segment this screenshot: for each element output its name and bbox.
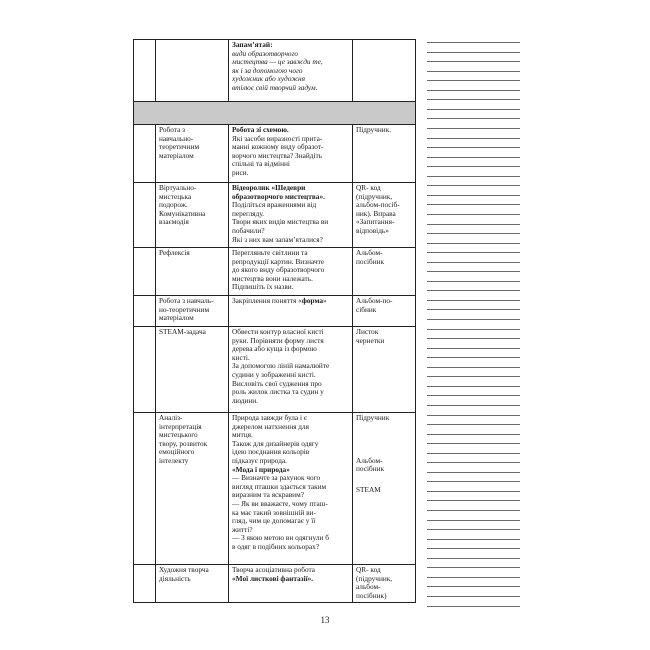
note-line <box>427 109 520 110</box>
note-line <box>427 558 520 559</box>
note-line <box>427 500 520 501</box>
note-line <box>427 395 520 396</box>
note-line <box>427 52 520 53</box>
note-line <box>427 367 520 368</box>
note-line <box>427 529 520 530</box>
stage-cell: STEAM-задача <box>156 327 229 413</box>
reminder-text: види образотворчого мистецтва — це завжди те, як і за допомогою чого художник або художня втілює свій творчий задум. <box>232 48 323 92</box>
note-line <box>427 157 520 158</box>
note-line <box>427 567 520 568</box>
note-line <box>427 224 520 225</box>
table-row <box>134 565 416 603</box>
note-line <box>427 99 520 100</box>
note-line <box>427 606 520 607</box>
content-cell: Робота зі схемою. Які засоби виразності прита- манні кожному виду образот- ворчого мистецтва? Знайдіть спільні та відмінні риси. <box>229 125 353 183</box>
note-line <box>427 300 520 301</box>
table-row <box>134 125 416 183</box>
note-line <box>427 348 520 349</box>
note-line <box>427 309 520 310</box>
stage-cell: Художня творча діяльність <box>156 565 229 603</box>
number-cell <box>134 413 156 565</box>
table-row <box>134 327 416 413</box>
note-line <box>427 128 520 129</box>
resource-cell: Підручник. <box>353 125 416 183</box>
number-cell <box>134 327 156 413</box>
note-line <box>427 214 520 215</box>
resource-cell: Листок чернетки <box>353 327 416 413</box>
note-line <box>427 71 520 72</box>
number-cell <box>134 248 156 296</box>
stage-cell: Рефлексія <box>156 248 229 296</box>
note-line <box>427 338 520 339</box>
content-cell: Відеоролик «Шедеври образотворчого мистецтва». Поділіться враженнями від перегляду. Твори яких видів мистецтва ви побачили? Які з них вам запам’яталися? <box>229 183 353 248</box>
stage-cell <box>156 40 229 102</box>
page-number: 13 <box>320 615 330 625</box>
table-row <box>134 248 416 296</box>
note-line <box>427 204 520 205</box>
note-line <box>427 195 520 196</box>
resource-cell <box>353 40 416 102</box>
note-line <box>427 462 520 463</box>
note-line <box>427 319 520 320</box>
note-line <box>427 596 520 597</box>
reminder-title: Запам’ятай: <box>232 40 273 49</box>
section-row <box>134 102 416 125</box>
note-line <box>427 539 520 540</box>
note-line <box>427 147 520 148</box>
note-line <box>427 243 520 244</box>
stage-cell: Віртуально- мистецька подорож. Комунікативна взаємодія <box>156 183 229 248</box>
note-line <box>427 166 520 167</box>
table-row <box>134 296 416 327</box>
note-line <box>427 262 520 263</box>
note-line <box>427 176 520 177</box>
note-line <box>427 510 520 511</box>
resource-cell: Альбом-по- сібник <box>353 296 416 327</box>
content-cell: Природа завжди була і є джерелом натхнення для митця. Також для дизайнерів одягу ідею поєднання кольорів підказує природа. «Мода і природа» — Визначте за рахунок чого вигляд пташки здається таким виразним та яскравим? — Як ви вважаєте, чому пташ- ка має такий зовнішній ви- гляд, чим це допомагає у її житті? — З якою метою ви одягнули б в одяг в подібних кольорах? <box>229 413 353 565</box>
note-line <box>427 443 520 444</box>
table-row <box>134 183 416 248</box>
note-line <box>427 586 520 587</box>
number-cell <box>134 40 156 102</box>
content-cell <box>229 40 353 102</box>
note-line <box>427 252 520 253</box>
stage-cell: Аналіз- інтерпретація мистецького твору, розвиток емоційного інтелекту <box>156 413 229 565</box>
note-line <box>427 90 520 91</box>
note-line <box>427 520 520 521</box>
note-line <box>427 329 520 330</box>
content-cell: Перегляньте світлини та репродукції картин. Визначте до якого виду образотворчого мистецтва вони належать. Підпишіть їх назви. <box>229 248 353 296</box>
table-row <box>134 413 416 565</box>
note-line <box>427 434 520 435</box>
content-cell: Закріплення поняття «форма» <box>229 296 353 327</box>
note-line <box>427 405 520 406</box>
note-line <box>427 386 520 387</box>
notes-lines <box>427 40 520 612</box>
section-heading <box>134 102 416 125</box>
number-cell <box>134 125 156 183</box>
number-cell <box>134 183 156 248</box>
lesson-plan-table <box>133 39 416 603</box>
note-line <box>427 290 520 291</box>
note-line <box>427 138 520 139</box>
note-line <box>427 577 520 578</box>
note-line <box>427 281 520 282</box>
note-line <box>427 453 520 454</box>
note-line <box>427 271 520 272</box>
stage-cell: Робота з навчаль- но-теоретичним матеріалом <box>156 296 229 327</box>
note-line <box>427 491 520 492</box>
note-line <box>427 415 520 416</box>
note-line <box>427 357 520 358</box>
note-line <box>427 424 520 425</box>
table-row <box>134 40 416 102</box>
content-cell: Творча асоціативна робота «Мої листкові фантазії». <box>229 565 353 603</box>
note-line <box>427 80 520 81</box>
note-line <box>427 548 520 549</box>
content-cell: Обвести контур власної кисті руки. Порівняти форму листя дерева або куща із формою кисті. За допомогою ліній намалюйте судини у зображенні кисті. Висловіть свої судження про роль жилок листка та судин у людини. <box>229 327 353 413</box>
resource-cell: QR- код (підручник, альбом-посіб- ник). Вправа «Запитання- відповідь» <box>353 183 416 248</box>
note-line <box>427 376 520 377</box>
note-line <box>427 42 520 43</box>
resource-cell: QR- код (підручник, альбом- посібник) <box>353 565 416 603</box>
note-line <box>427 481 520 482</box>
note-line <box>427 61 520 62</box>
number-cell <box>134 296 156 327</box>
note-line <box>427 118 520 119</box>
note-line <box>427 472 520 473</box>
note-line <box>427 185 520 186</box>
note-line <box>427 233 520 234</box>
stage-cell: Робота з навчально- теоретичним матеріалом <box>156 125 229 183</box>
resource-cell: Підручник Альбом- посібник STEAM <box>353 413 416 565</box>
resource-cell: Альбом- посібник <box>353 248 416 296</box>
number-cell <box>134 565 156 603</box>
